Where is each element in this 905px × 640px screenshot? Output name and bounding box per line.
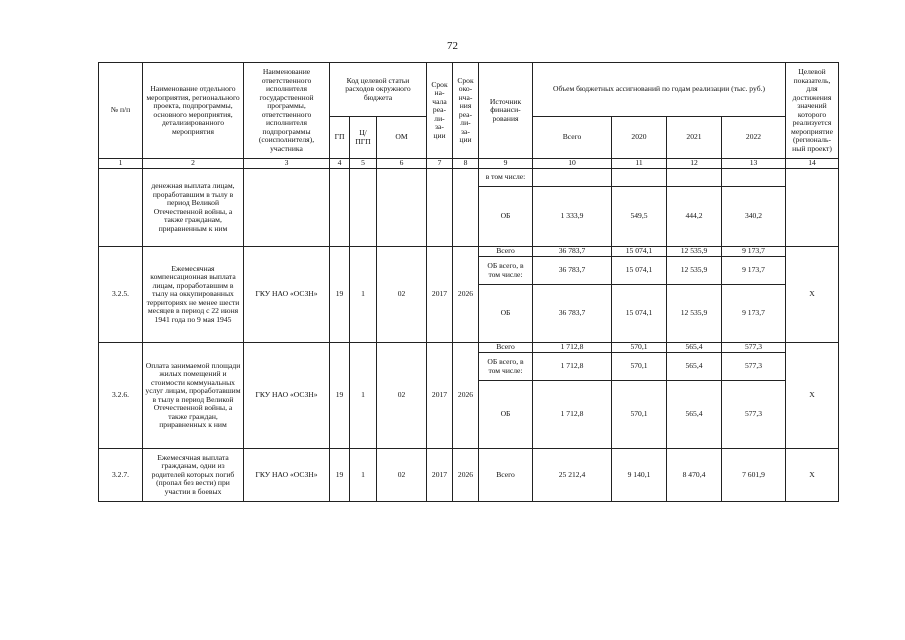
col-number: 4 — [330, 159, 350, 169]
row-start: 2017 — [427, 247, 453, 343]
row-source: ОБ — [479, 381, 533, 449]
row-year-1: 9 140,1 — [612, 449, 667, 502]
header-code: Код целевой статьи расходов окружного бюджета — [330, 63, 427, 117]
row-target: Х — [786, 343, 839, 449]
col-number: 1 — [99, 159, 143, 169]
header-gp: ГП — [330, 117, 350, 159]
row-pgp: 1 — [350, 343, 377, 449]
row-source: ОБ — [479, 187, 533, 247]
row-executor: ГКУ НАО «ОСЗН» — [244, 343, 330, 449]
col-number: 2 — [143, 159, 244, 169]
row-total: 1 712,8 — [533, 343, 612, 353]
row-executor — [244, 169, 330, 247]
column-numbers-row — [99, 159, 839, 169]
row-year-2 — [667, 169, 722, 187]
row-year-2: 565,4 — [667, 381, 722, 449]
row-pgp: 1 — [350, 247, 377, 343]
row-year-1: 15 074,1 — [612, 247, 667, 257]
row-total: 1 712,8 — [533, 381, 612, 449]
row-year-2: 12 535,9 — [667, 285, 722, 343]
row-name: Оплата занимаемой площади жилых помещений и стоимости коммунальных услуг лицам, проработавшим в тылу в период Великой Отечественной войны, а также граждан, приравненных к ним — [143, 343, 244, 449]
row-year-1: 549,5 — [612, 187, 667, 247]
row-name: денежная выплата лицам, проработавшим в тылу в период Великой Отечественной войны, а также гражданам, приравненным к ним — [143, 169, 244, 247]
page-number: 72 — [447, 40, 458, 52]
row-source: в том числе: — [479, 169, 533, 187]
row-gp — [330, 169, 350, 247]
header-target: Целевой показатель, для достижения значений которого реализуется мероприятие (региональ- ный проект) — [786, 63, 839, 159]
row-gp: 19 — [330, 343, 350, 449]
col-number: 10 — [533, 159, 612, 169]
row-om: 02 — [377, 343, 427, 449]
row-om: 02 — [377, 449, 427, 502]
row-year-1: 570,1 — [612, 343, 667, 353]
header-om: ОМ — [377, 117, 427, 159]
row-year-1: 15 074,1 — [612, 257, 667, 285]
row-num — [99, 169, 143, 247]
row-num: 3.2.7. — [99, 449, 143, 502]
header-year-1: 2020 — [612, 117, 667, 159]
row-total: 1 333,9 — [533, 187, 612, 247]
row-target: Х — [786, 449, 839, 502]
row-year-2: 12 535,9 — [667, 257, 722, 285]
row-total: 1 712,8 — [533, 353, 612, 381]
row-year-2: 565,4 — [667, 353, 722, 381]
col-number: 6 — [377, 159, 427, 169]
row-year-1: 570,1 — [612, 381, 667, 449]
row-source: Всего — [479, 343, 533, 353]
col-number: 8 — [453, 159, 479, 169]
header-end: Срок око- нча- ния реа- ли- за- ции — [453, 63, 479, 159]
col-number: 3 — [244, 159, 330, 169]
row-end: 2026 — [453, 247, 479, 343]
row-gp: 19 — [330, 449, 350, 502]
table-row — [99, 169, 839, 187]
col-number: 13 — [722, 159, 786, 169]
row-year-3: 577,3 — [722, 343, 786, 353]
col-number: 14 — [786, 159, 839, 169]
row-pgp — [350, 169, 377, 247]
row-executor: ГКУ НАО «ОСЗН» — [244, 449, 330, 502]
row-name: Ежемесячная компенсационная выплата лицам, проработавшим в тылу на оккупированных территориях не менее шести месяцев в период с 22 июня 1941 года по 9 мая 1945 — [143, 247, 244, 343]
row-source: ОБ — [479, 285, 533, 343]
col-number: 5 — [350, 159, 377, 169]
row-year-2: 565,4 — [667, 343, 722, 353]
row-year-2: 8 470,4 — [667, 449, 722, 502]
header-executor: Наименование ответственного исполнителя государственной программы, ответственного исполнителя подпрограммы (соисполнителя), участника — [244, 63, 330, 159]
row-num: 3.2.6. — [99, 343, 143, 449]
row-year-1: 570,1 — [612, 353, 667, 381]
row-source: ОБ всего, в том числе: — [479, 257, 533, 285]
row-end: 2026 — [453, 449, 479, 502]
row-year-3: 9 173,7 — [722, 285, 786, 343]
row-year-2: 444,2 — [667, 187, 722, 247]
row-gp: 19 — [330, 247, 350, 343]
header-year-3: 2022 — [722, 117, 786, 159]
header-total: Всего — [533, 117, 612, 159]
row-end: 2026 — [453, 343, 479, 449]
row-total: 36 783,7 — [533, 285, 612, 343]
row-year-2: 12 535,9 — [667, 247, 722, 257]
col-number: 12 — [667, 159, 722, 169]
budget-table — [98, 62, 839, 502]
header-source: Источник финанси- рования — [479, 63, 533, 159]
table-row — [99, 343, 839, 353]
row-end — [453, 169, 479, 247]
row-start: 2017 — [427, 449, 453, 502]
row-name: Ежемесячная выплата гражданам, одни из родителей которых погиб (пропал без вести) при участии в боевых — [143, 449, 244, 502]
row-total: 25 212,4 — [533, 449, 612, 502]
row-total: 36 783,7 — [533, 247, 612, 257]
row-year-3 — [722, 169, 786, 187]
row-total: 36 783,7 — [533, 257, 612, 285]
row-target: Х — [786, 247, 839, 343]
row-year-3: 577,3 — [722, 353, 786, 381]
header-pgp: Ц/ ПГП — [350, 117, 377, 159]
header-year-2: 2021 — [667, 117, 722, 159]
row-year-1: 15 074,1 — [612, 285, 667, 343]
row-source: Всего — [479, 247, 533, 257]
row-year-3: 577,3 — [722, 381, 786, 449]
row-total — [533, 169, 612, 187]
row-year-3: 9 173,7 — [722, 257, 786, 285]
row-target — [786, 169, 839, 247]
row-source: Всего — [479, 449, 533, 502]
row-year-3: 7 601,9 — [722, 449, 786, 502]
row-source: ОБ всего, в том числе: — [479, 353, 533, 381]
row-om — [377, 169, 427, 247]
header-name: Наименование отдельного мероприятия, регионального проекта, подпрограммы, основного мероприятия, детализированного мероприятия — [143, 63, 244, 159]
table-row — [99, 247, 839, 257]
row-pgp: 1 — [350, 449, 377, 502]
table-row — [99, 449, 839, 502]
col-number: 11 — [612, 159, 667, 169]
row-start — [427, 169, 453, 247]
col-number: 9 — [479, 159, 533, 169]
header-num: № п/п — [99, 63, 143, 159]
header-start: Срок на- чала реа- ли- за- ции — [427, 63, 453, 159]
row-year-1 — [612, 169, 667, 187]
row-year-3: 340,2 — [722, 187, 786, 247]
row-year-3: 9 173,7 — [722, 247, 786, 257]
header-volume: Объем бюджетных ассигнований по годам реализации (тыс. руб.) — [533, 63, 786, 117]
header-row — [99, 63, 839, 117]
row-num: 3.2.5. — [99, 247, 143, 343]
row-start: 2017 — [427, 343, 453, 449]
col-number: 7 — [427, 159, 453, 169]
row-executor: ГКУ НАО «ОСЗН» — [244, 247, 330, 343]
row-om: 02 — [377, 247, 427, 343]
